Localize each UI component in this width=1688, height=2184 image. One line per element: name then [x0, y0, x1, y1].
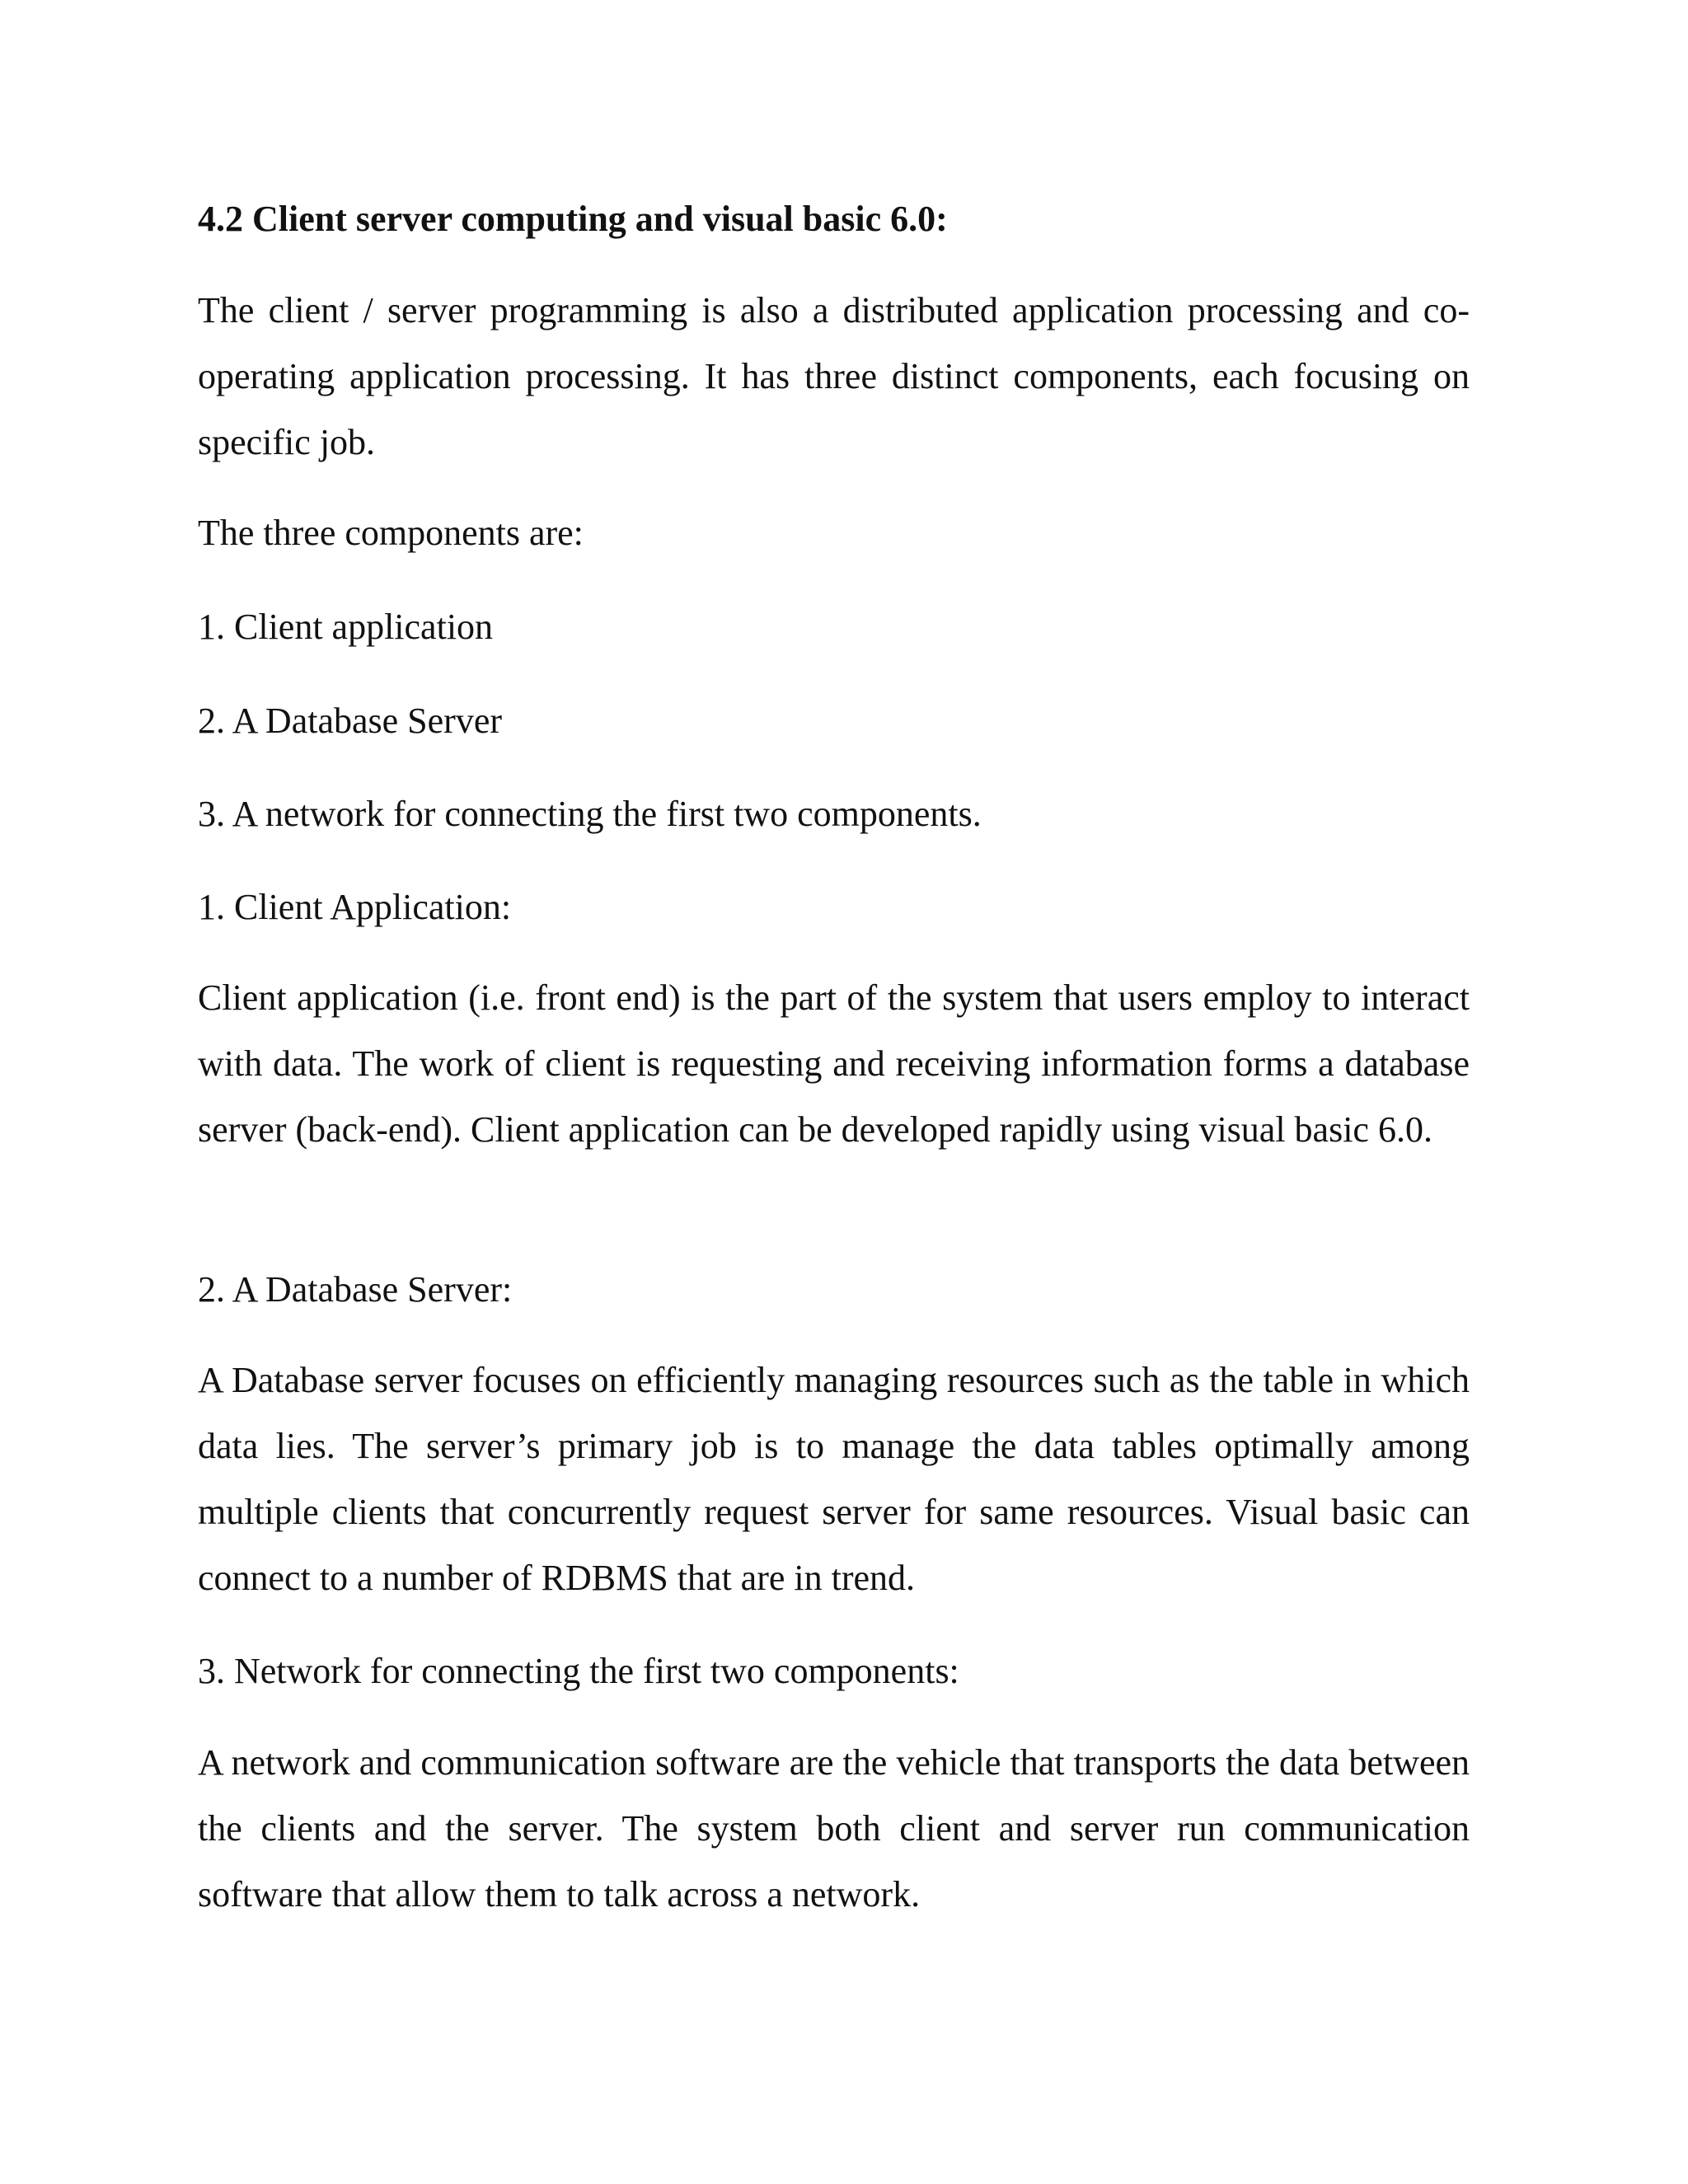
paragraph-client-application: Client application (i.e. front end) is the part of the system that users employ to interact with data. The work of client is requesting and receiving information forms a database server (back-end). Client application can be developed rapidly using visual basic 6.0. — [198, 977, 1470, 1150]
subheading-database-server: 2. A Database Server: — [198, 1269, 513, 1310]
list-item-client-application: 1. Client application — [198, 607, 494, 647]
paragraph-network: A network and communication software are the vehicle that transports the data between the clients and the server. The system both client and server run communication software that allow them to talk across a network. — [198, 1742, 1470, 1915]
section-heading: 4.2 Client server computing and visual basic 6.0: — [198, 199, 948, 239]
paragraph-database-server: A Database server focuses on efficiently managing resources such as the table in which data lies. The server’s primary job is to manage the data tables optimally among multiple clients that concurrently request server for same resources. Visual basic can connect to a number of RDBMS that are in trend. — [198, 1360, 1470, 1598]
list-item-network: 3. A network for connecting the first two components. — [198, 794, 982, 834]
subheading-network: 3. Network for connecting the first two components: — [198, 1651, 959, 1691]
list-item-database-server: 2. A Database Server — [198, 701, 502, 741]
components-intro: The three components are: — [198, 513, 584, 553]
subheading-client-application: 1. Client Application: — [198, 887, 512, 927]
intro-paragraph: The client / server programming is also a distributed application processing and co-operating application processing. It has three distinct components, each focusing on specific job. — [198, 290, 1470, 462]
